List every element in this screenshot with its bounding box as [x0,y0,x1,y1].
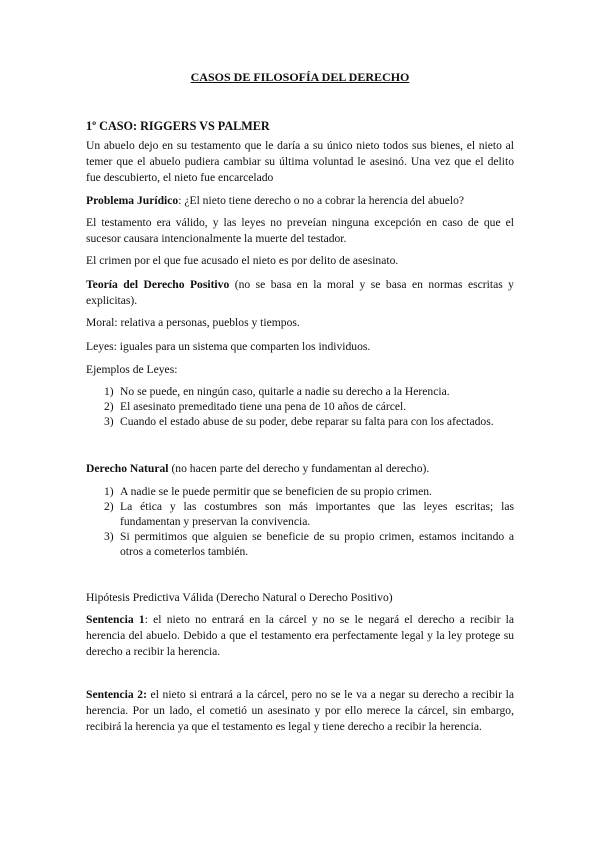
sentencia-1-paragraph [86,612,514,660]
problema-label: Problema Jurídico [86,194,179,207]
list-item-text: No se puede, en ningún caso, quitarle a nadie su derecho a la Herencia. [120,385,450,398]
list-number: 3) [104,530,114,543]
sentencia-1-label: Sentencia 1 [86,613,145,626]
list-item [86,529,514,559]
list-number: 1) [104,385,114,398]
list-number: 3) [104,415,114,428]
sentencia-2-label: Sentencia 2: [86,688,147,701]
ejemplos-list [86,384,514,429]
positivo-text: (no se basa en la moral y se basa en normas escritas y explicitas). [86,278,514,307]
testamento-paragraph: El testamento era válido, y las leyes no preveían ninguna excepción en caso de que el sucesor causara intencionalmente la muerte del testador. [86,216,514,245]
positivo-label: Teoría del Derecho Positivo [86,278,230,291]
list-item-text: La ética y las costumbres son más importantes que las leyes escritas; las fundamentan y preservan la convivencia. [120,500,514,528]
document-title: CASOS DE FILOSOFÍA DEL DERECHO [190,70,410,84]
list-item-text: A nadie se le puede permitir que se beneficien de su propio crimen. [120,485,432,498]
list-item-text: El asesinato premeditado tiene una pena de 10 años de cárcel. [120,400,407,413]
hipotesis-line: Hipótesis Predictiva Válida (Derecho Natural o Derecho Positivo) [86,591,393,604]
list-item [86,399,514,414]
moral-line: Moral: relativa a personas, pueblos y tiempos. [86,316,300,329]
leyes-line: Leyes: iguales para un sistema que comparten los individuos. [86,340,371,353]
list-number: 2) [104,500,114,513]
problema-juridico [86,193,514,209]
derecho-positivo-paragraph [86,277,514,309]
derecho-natural-paragraph [86,461,514,477]
intro-paragraph: Un abuelo dejo en su testamento que le daría a su único nieto todos sus bienes, el nieto al temer que el abuelo pudiera cambiar su última voluntad le asesinó. Una vez que el delito fue descubierto, el nieto fue encarcelado [86,139,514,184]
ejemplos-heading: Ejemplos de Leyes: [86,363,178,376]
natural-label: Derecho Natural [86,462,169,475]
list-number: 1) [104,485,114,498]
problema-text: : ¿El nieto tiene derecho o no a cobrar la herencia del abuelo? [178,194,465,207]
natural-text: (no hacen parte del derecho y fundamentan al derecho). [168,462,430,475]
case-heading: 1º CASO: RIGGERS VS PALMER [86,119,270,133]
list-item [86,499,514,529]
natural-list [86,484,514,559]
sentencia-2-text: el nieto si entrará a la cárcel, pero no se le va a negar su derecho a recibir la herencia. Por un lado, el cometió un asesinato y por ello merece la cárcel, sin embargo, recibirá la herencia ya que el testamento es legal y tiene derecho a recibir la herencia. [86,688,514,733]
list-item [86,484,514,499]
list-item [86,414,514,429]
list-item-text: Si permitimos que alguien se beneficie de su propio crimen, estamos incitando a otros a cometerlos también. [120,530,514,558]
sentencia-1-text: : el nieto no entrará en la cárcel y no se le negará el derecho a recibir la herencia del abuelo. Debido a que el testamento era perfectamente legal y la ley protege su derecho a recibir la herencia. [86,613,515,658]
list-item-text: Cuando el estado abuse de su poder, debe reparar su falta para con los afectados. [120,415,494,428]
list-item [86,384,514,399]
list-number: 2) [104,400,114,413]
crimen-paragraph: El crimen por el que fue acusado el nieto es por delito de asesinato. [86,254,399,267]
sentencia-2-paragraph [86,687,514,735]
